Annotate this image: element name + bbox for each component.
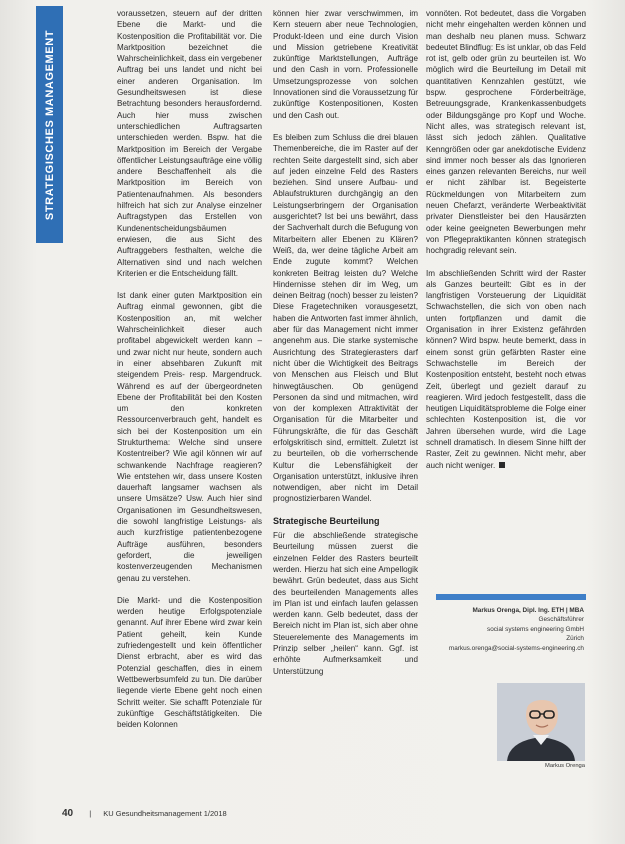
section-heading: Strategische Beurteilung — [273, 515, 380, 526]
paragraph: Ist dank einer guten Marktposition ein Auftrag einmal gewonnen, gibt die Kostenposition an, mit welcher Wahrscheinlichkeit dieser auch profitabel abgewickelt werden kann – und zwar nicht nur heute, sondern auch in einer absehbaren Zukunft mit steigendem Preis- resp. Margendruck. Während es auf der übergeordneten Ebene der Profitabilität bei den Kosten um den konkreten Ressourcenverbrauch geht, handelt es sich bei der Kostenposition um ein Strukturthema: Welche sind unsere Kostentreiber? Wie agil können wir auf schwankende Nachfrage reagieren? Wie entstehen wir, dass unsere Kosten dauerhaft langsamer wachsen als unsere Umsätze? Usw. Auch hier sind Organisationen im Gesundheitswesen, die sowohl langfristige Leistungs- als auch kurzfristige patientenbezogene Aufträge ausführen, besonders gefordert, die jeweiligen kostenverzeugenden Mechanismen genau zu verstehen. — [117, 291, 262, 583]
journal-name: KU Gesundheitsmanagement 1/2018 — [103, 809, 227, 818]
page-footer — [62, 808, 227, 819]
author-box-bar — [436, 594, 586, 600]
paragraph: können hier zwar verschwimmen, im Kern steuern aber neue Technologien, Produkt-Ideen und eine durch Vision und Mission getriebene Kreativität zukünftige Marktstellungen, Aufträge und den Cash in vorn. Professionelle Umsetzungsprozesse von solchen Innovationen sind die Voraussetzung für zukünftige Kostenpositionen, Kosten und den Cash out. — [273, 9, 418, 120]
author-bio — [436, 606, 584, 653]
paragraph — [426, 268, 586, 471]
author-company: social systems engineering GmbH — [487, 625, 584, 633]
paragraph: voraussetzen, steuern auf der dritten Ebene die Markt- und die Kostenposition die Profitabilität vor. Die Marktposition bezeichnet die Wahrscheinlichkeit, dass ein vergebener Auftrag bei uns landet und nicht bei einer anderen Organisation. Im Gesundheitswesen ist diese Betrachtung besonders herausfordernd. Auch hier muss zwischen unterschiedlichen Auftragsarten unterschieden werden. Bspw. hat die Marktposition im Bereich der Vergabe öffentlicher Leistungsaufträge eine völlig andere Beschaffenheit als die Marktposition im Bereich von Patientenaufnahmen. Als besonders hilfreich hat sich zur Analyse einzelner Auftragstypen das Erstellen von Kundenentscheidungsbäumen erwiesen, die aus Sicht des Auftraggebers festhalten, welche die Alternativen sind und nach welchen Kriterien er die Entscheidung fällt. — [117, 9, 262, 278]
article-column-2 — [273, 8, 418, 806]
paragraph: Für die abschließende strategische Beurteilung müssen zuerst die einzelnen Felder des Rasters beurteilt werden. Hierzu hat sich eine Ampellogik bewährt. Grün bedeutet, dass aus Sicht des beurteilenden Managements alles im Plan ist und einfach laufen gelassen werden kann. Gelb bedeutet, dass der Bereich nicht im Plan ist, sich aber ohne Steuerelemente des Managements im Prinzip selber „heilen“ kann. Ggf. ist erhöhte Aufmerksamkeit und Unterstützung — [273, 531, 418, 676]
author-photo — [497, 683, 585, 761]
portrait-icon — [497, 683, 585, 761]
author-role: Geschäftsführer — [538, 616, 584, 624]
author-email[interactable]: markus.orenga@social-systems-engineering.ch — [448, 644, 584, 652]
author-city: Zürich — [566, 635, 584, 643]
article-column-1 — [117, 8, 262, 806]
author-name: Markus Orenga, Dipl. Ing. ETH | MBA — [472, 607, 584, 614]
section-tab-label: STRATEGISCHES MANAGEMENT — [43, 29, 56, 220]
paragraph: vonnöten. Rot bedeutet, dass die Vorgaben nicht mehr eingehalten werden können und man deshalb neu planen muss. Schwarz bedeutet Blindflug: Es ist unklar, ob das Feld rot ist, gelb oder grün zu beurteilen ist. Wo möglich wird die Beurteilung im Detail mit quantitativen Kennzahlen gestützt, wie bspw. gesprochene Förderbeiträge, Betreuungsgrade, Krankenkassenbudgets oder Bildungsgänge pro Kopf und Woche. Nicht alles, was strategisch relevant ist, lässt sich jedoch zählen. Qualitative Kenngrößen oder gar anekdotische Evidenz sind immer noch besser als das Ignorieren eines ganzen relevanten Bereichs, nur weil er nicht zählbar ist. Begeisterte Rückmeldungen von Mitarbeitern zum neuen Chefarzt, veränderte Werbeaktivität privater Dienstleister bei den Hausärzten oder keine geeigneten Bewerbungen mehr von Pflegepraktikanten können strategisch hochgradig relevant sein. — [426, 9, 586, 256]
paragraph: Es bleiben zum Schluss die drei blauen Themenbereiche, die im Raster auf der rechten Seite dargestellt sind, sich aber auf jeden einzelne Feld des Rasters beziehen. Sind unsere Aufbau- und Ablaufstrukturen durchgängig an den Leistungserbringern der Organisation ausgerichtet? Ist bei uns bewährt, dass der Sachverhalt durch die Befugung von Mitarbeitern aller Ebenen zu Klären? Weiß, da, wer deine tägliche Arbeit am Ende zugute kommt? Welchen konkreten Beitrag leisten du? Welche Hindernisse stehen dir im Weg, um deinen Beitrag (noch) besser zu leisten? Diese Fragetechniken vorausgesetzt, haben die Antworten fast immer ähnlich, aber für das Management nicht immer angenehm aus. Die starke systemische Ausrichtung des Strategierasters darf nicht über die Wichtigkeit des Beitrags von Menschen aus Fleisch und Blut hinwegtäuschen. Ob genügend Personen da sind und mitmachen, wird von der komplexen Attraktivität der Organisation für die Mitarbeiter und Führungskräfte, die für das Geschäft erfolgskritisch sind, ermittelt. Zuletzt ist zu beurteilen, ob die vorherrschende Kultur die Lebensfähigkeit der Organisation unterstützt, inklusive ihren notwendigen, aber nicht im Detail prognostizierbaren Wandel. — [273, 132, 418, 504]
article-column-3 — [426, 8, 586, 568]
paragraph: Die Markt- und die Kostenposition werden heutige Erfolgspotenziale genannt. Auf ihrer Ebene wird zwar kein Patient geheilt, kein Kunde zufriedengestellt und kein öffentlicher Dienst erbracht, aber es wird das Potenzial geschaffen, dies in einem Wettbewerbsumfeld zu tun. Die darüber liegende vierte Ebene geht noch einen Schritt weiter. Sie schafft Potenziale für zukünftige Geschäftstätigkeiten. Die beiden Kolonnen — [117, 595, 262, 730]
photo-caption: Markus Orenga — [545, 763, 585, 769]
end-of-article-icon — [499, 462, 505, 468]
page-number: 40 — [62, 808, 74, 819]
section-tab — [36, 6, 63, 243]
footer-separator: | — [89, 809, 92, 818]
paragraph-text: Im abschließenden Schritt wird der Raster als Ganzes beurteilt: Gibt es in der langfristigen Vorsteuerung der Liquidität Schwachstellen, die sich von oben nach unten fortpflanzen und damit die Organisation in ihrer Existenz gefährden können? Wird bspw. heute bemerkt, dass in einem sonst grün gefärbten Raster eine Schwachstelle im Bereich der Kostenposition entsteht, besteht noch etwas Zeit, überlegt und gezielt darauf zu reagieren. Wird jedoch festgestellt, dass die heutigen Liquiditätsprobleme die Folge einer schlechten Kostenposition ist, die vor Jahren übersehen wurde, wird die Lage schnell dramatisch. In diesem Sinne hilft der Raster, Zeit zu gewinnen. Nicht mehr, aber auch nicht weniger. — [426, 268, 586, 470]
